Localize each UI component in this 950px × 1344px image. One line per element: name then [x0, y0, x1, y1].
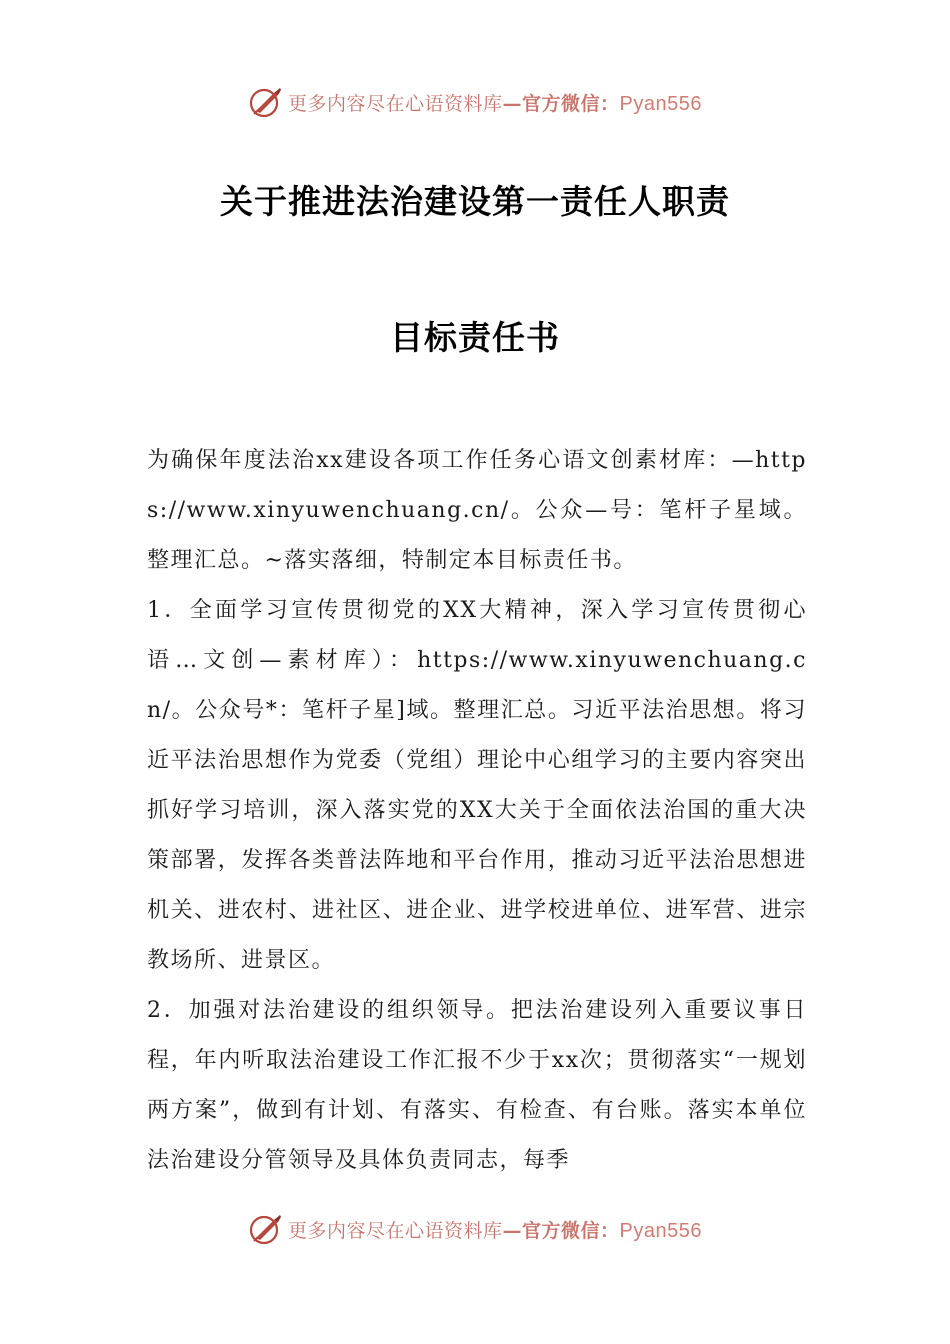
- watermark-account-id: Pyan556: [619, 92, 702, 115]
- paragraph-intro: 为确保年度法治xx建设各项工作任务心语文创素材库：—https://www.xinyuwenchuang.cn/。公众—号：笔杆子星域。整理汇总。~落实落细，特制定本目标责任书。: [147, 448, 807, 573]
- document-title-line2: 目标责任书: [390, 318, 560, 357]
- paragraph-item-1: 1．全面学习宣传贯彻党的XX大精神，深入学习宣传贯彻心语…文创—素材库）：https://www.xinyuwenchuang.cn/。公众号*：笔杆子星]域。整理汇总。习近平法治思想。将习近平法治思想作为党委（党组）理论中心组学习的主要内容突出抓好学习培训，深入落实党的XX大关于全面依法治国的重大决策部署，发挥各类普法阵地和平台作用，推动习近平法治思想进机关、进农村、进社区、进企业、进学校进单位、进军营、进宗教场所、进景区。: [147, 598, 807, 973]
- footer-watermark: [0, 1207, 950, 1251]
- pen-logo-icon: [248, 1211, 284, 1247]
- header-watermark: [0, 80, 950, 124]
- watermark-text: [288, 1216, 702, 1243]
- watermark-main-text: 更多内容尽在心语资料库: [288, 92, 503, 115]
- document-title-line1: 关于推进法治建设第一责任人职责: [220, 182, 730, 221]
- watermark-official-text: —官方微信：: [502, 92, 620, 115]
- watermark-text: [288, 89, 702, 116]
- watermark-account-id: Pyan556: [619, 1219, 702, 1242]
- watermark-main-text: 更多内容尽在心语资料库: [288, 1219, 503, 1242]
- document-body: [147, 436, 807, 1186]
- pen-logo-icon: [248, 84, 284, 120]
- paragraph-item-2: 2．加强对法治建设的组织领导。把法治建设列入重要议事日程，年内听取法治建设工作汇报不少于xx次；贯彻落实“一规划两方案”，做到有计划、有落实、有检查、有台账。落实本单位法治建设分管领导及具体负责同志，每季: [147, 998, 807, 1173]
- watermark-official-text: —官方微信：: [502, 1219, 620, 1242]
